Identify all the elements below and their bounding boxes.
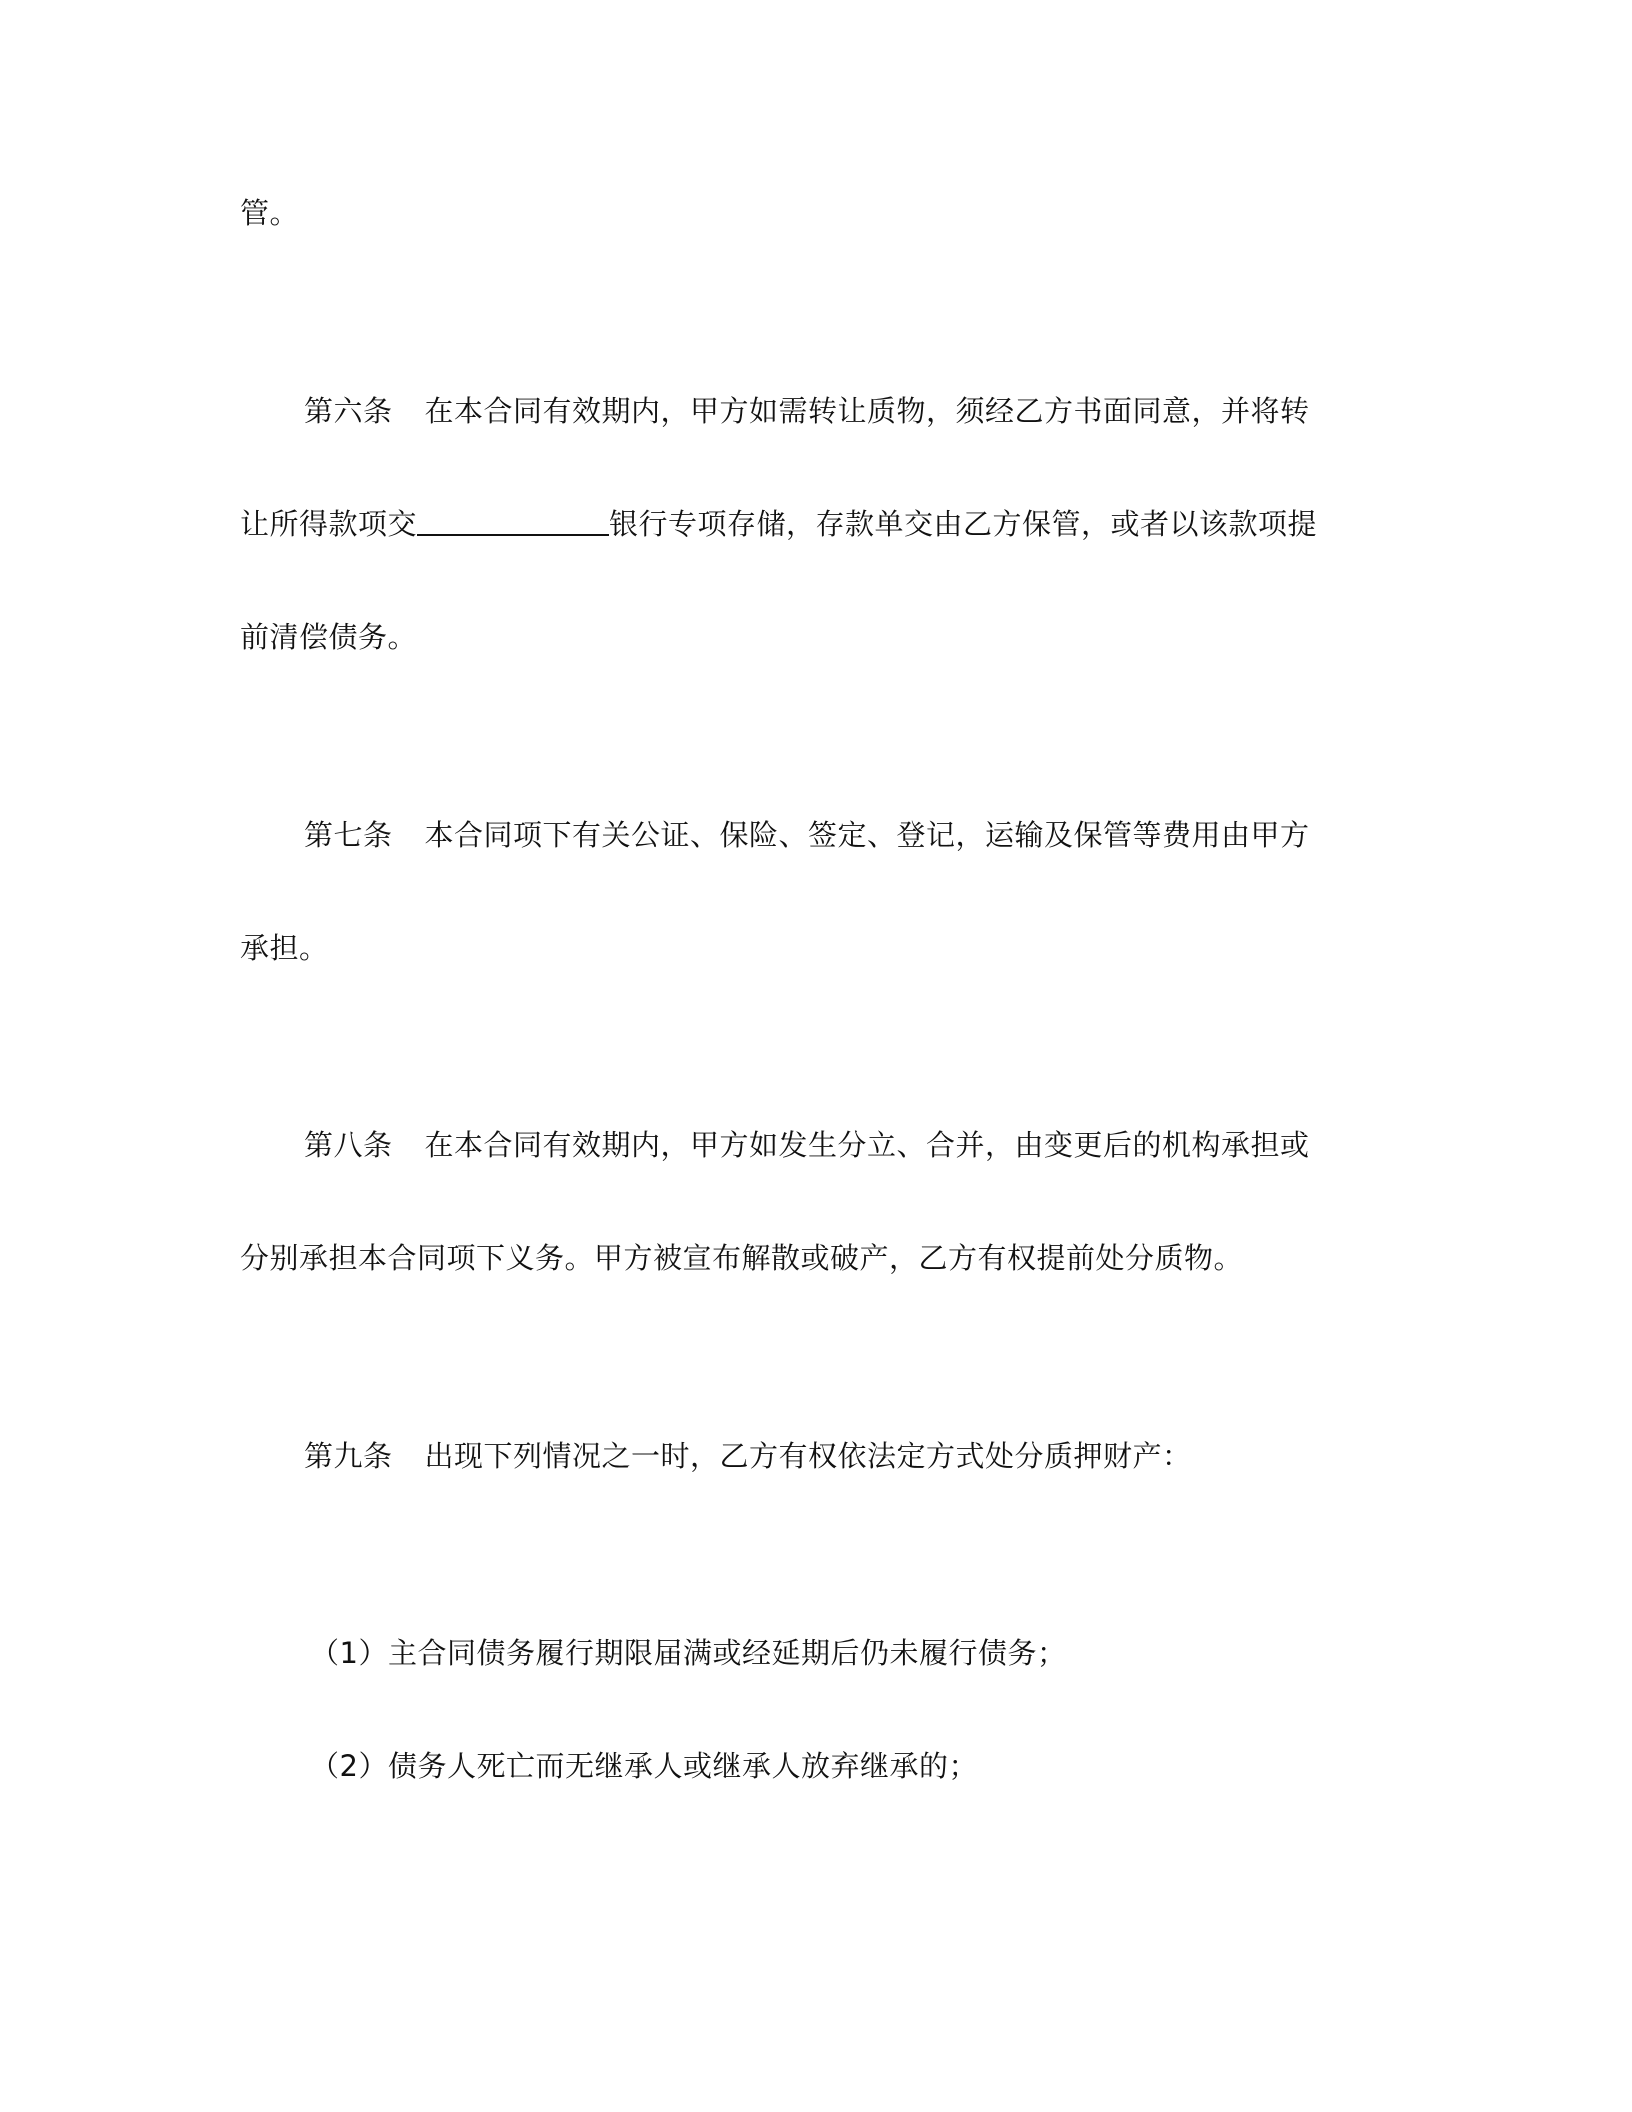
article-9-text-1: 出现下列情况之一时，乙方有权依法定方式处分质押财产：: [424, 1439, 1192, 1473]
article-7-text-2: 承担。: [240, 931, 329, 965]
article-6-text-2a: 让所得款项交: [240, 507, 418, 541]
article-8-text-2: 分别承担本合同项下义务。甲方被宣布解散或破产，乙方有权提前处分质物。: [240, 1241, 1244, 1275]
article-8-line-1: [304, 1125, 1310, 1165]
article-7-line-2: [240, 928, 329, 968]
article-9-line-1: [304, 1436, 1192, 1476]
article-8-heading: 第八条: [304, 1128, 393, 1162]
article-9-item-2: [310, 1746, 978, 1786]
article-6-text-3: 前清偿债务。: [240, 620, 418, 654]
article-9-heading: 第九条: [304, 1439, 393, 1473]
article-7-line-1: [304, 815, 1310, 855]
article-9-item-1: [310, 1633, 1066, 1673]
article-6-text-2b: 银行专项存储，存款单交由乙方保管，或者以该款项提: [609, 507, 1318, 541]
article-7-text-1: 本合同项下有关公证、保险、签定、登记，运输及保管等费用由甲方: [424, 818, 1310, 852]
continuation-text: 管。: [240, 196, 300, 230]
article-6-line-2: [240, 504, 1317, 544]
article-6-heading: 第六条: [304, 394, 393, 428]
bank-name-blank: [417, 504, 609, 536]
article-6-line-1: [304, 391, 1310, 431]
article-6-text-1: 在本合同有效期内，甲方如需转让质物，须经乙方书面同意，并将转: [424, 394, 1310, 428]
article-6-line-3: [240, 617, 417, 657]
list-item-text: （1）主合同债务履行期限届满或经延期后仍未履行债务；: [310, 1636, 1067, 1670]
article-8-line-2: [240, 1238, 1243, 1278]
article-7-heading: 第七条: [304, 818, 393, 852]
list-item-text: （2）债务人死亡而无继承人或继承人放弃继承的；: [310, 1749, 978, 1783]
continuation-line: [240, 193, 299, 233]
article-8-text-1: 在本合同有效期内，甲方如发生分立、合并，由变更后的机构承担或: [424, 1128, 1310, 1162]
